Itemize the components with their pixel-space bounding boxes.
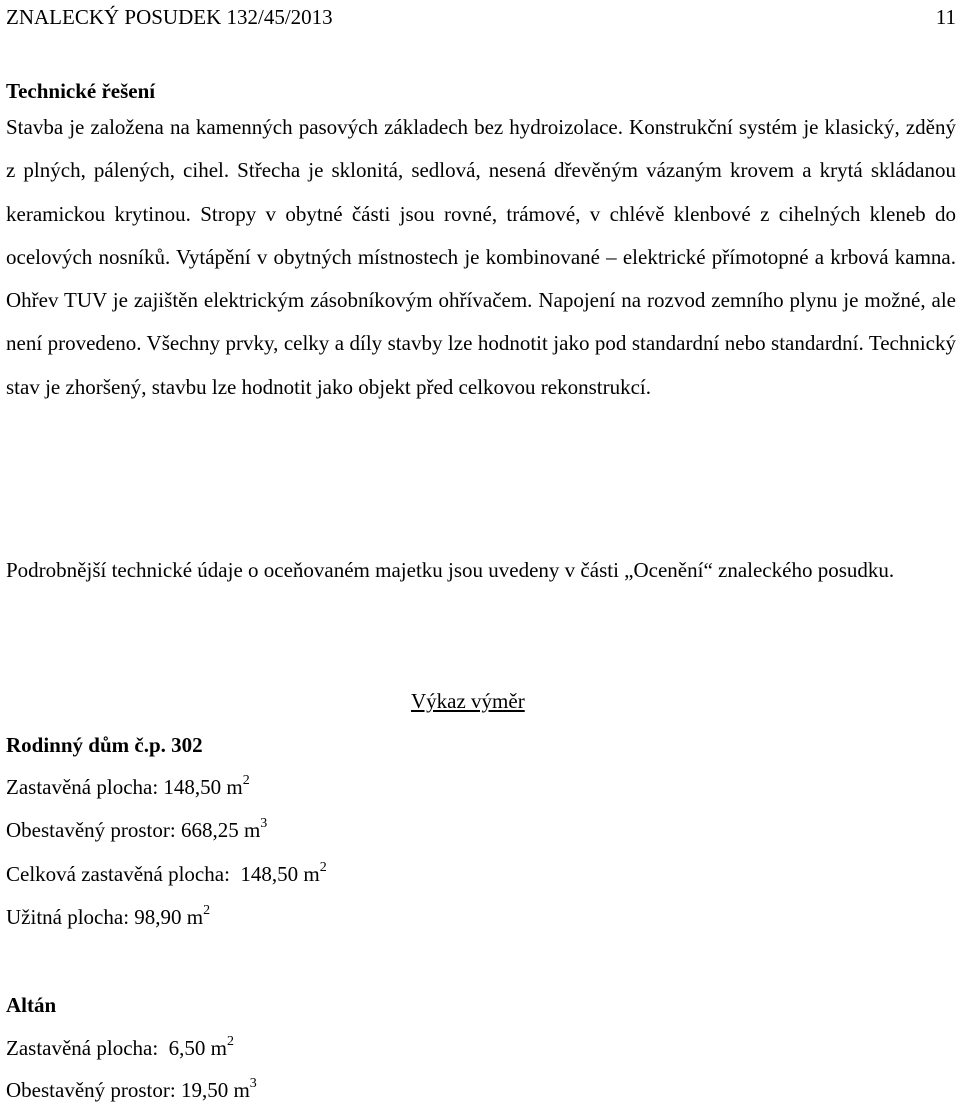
- house-total-area-label: Celková zastavěná plocha: 148,50 m: [6, 862, 320, 886]
- house-total-area: [6, 861, 327, 887]
- house-built-area-label: Zastavěná plocha: 148,50 m: [6, 775, 243, 799]
- detail-paragraph: Podrobnější technické údaje o oceňovaném majetku jsou uvedeny v části „Ocenění“ znaleckého posudku.: [6, 558, 895, 582]
- gazebo-built-area-label: Zastavěná plocha: 6,50 m: [6, 1036, 228, 1060]
- page-header: [6, 4, 956, 30]
- gazebo-built-area: [6, 1035, 234, 1061]
- gazebo-built-area-exp: 2: [227, 1034, 235, 1049]
- measurements-title: Výkaz výměr: [411, 689, 525, 713]
- house-total-area-exp: 2: [319, 860, 327, 875]
- house-volume: [6, 817, 267, 843]
- house-volume-label: Obestavěný prostor: 668,25 m: [6, 818, 261, 842]
- page-number: 11: [935, 5, 956, 29]
- house-built-area: [6, 774, 250, 800]
- document-title: ZNALECKÝ POSUDEK 132/45/2013: [6, 5, 333, 29]
- house-built-area-exp: 2: [242, 773, 250, 788]
- house-usable-area: [6, 904, 210, 930]
- house-volume-exp: 3: [260, 816, 268, 831]
- house-usable-area-label: Užitná plocha: 98,90 m: [6, 905, 204, 929]
- gazebo-volume: [6, 1077, 257, 1103]
- gazebo-volume-label: Obestavěný prostor: 19,50 m: [6, 1078, 250, 1102]
- gazebo-volume-exp: 3: [249, 1076, 257, 1091]
- technical-paragraph: Stavba je založena na kamenných pasových základech bez hydroizolace. Konstrukční systém je klasický, zděný z plných, pálených, cihel. Střecha je sklonitá, sedlová, nesená dřevěným vázaným krovem a krytá skládanou keramickou krytinou. Stropy v obytné části jsou rovné, trámové, v chlévě klenbové z cihelných kleneb do ocelových nosníků. Vytápění v obytných místnostech je kombinované – elektrické přímotopné a krbová kamna. Ohřev TUV je zajištěn elektrickým zásobníkovým ohřívačem. Napojení na rozvod zemního plynu je možné, ale není provedeno. Všechny prvky, celky a díly stavby lze hodnotit jako pod standardní nebo standardní. Technický stav je zhoršený, stavbu lze hodnotit jako objekt před celkovou rekonstrukcí.: [6, 115, 956, 399]
- gazebo-heading: Altán: [6, 993, 57, 1017]
- house-heading: Rodinný dům č.p. 302: [6, 733, 203, 757]
- technical-heading: Technické řešení: [6, 79, 156, 103]
- house-usable-area-exp: 2: [203, 903, 211, 918]
